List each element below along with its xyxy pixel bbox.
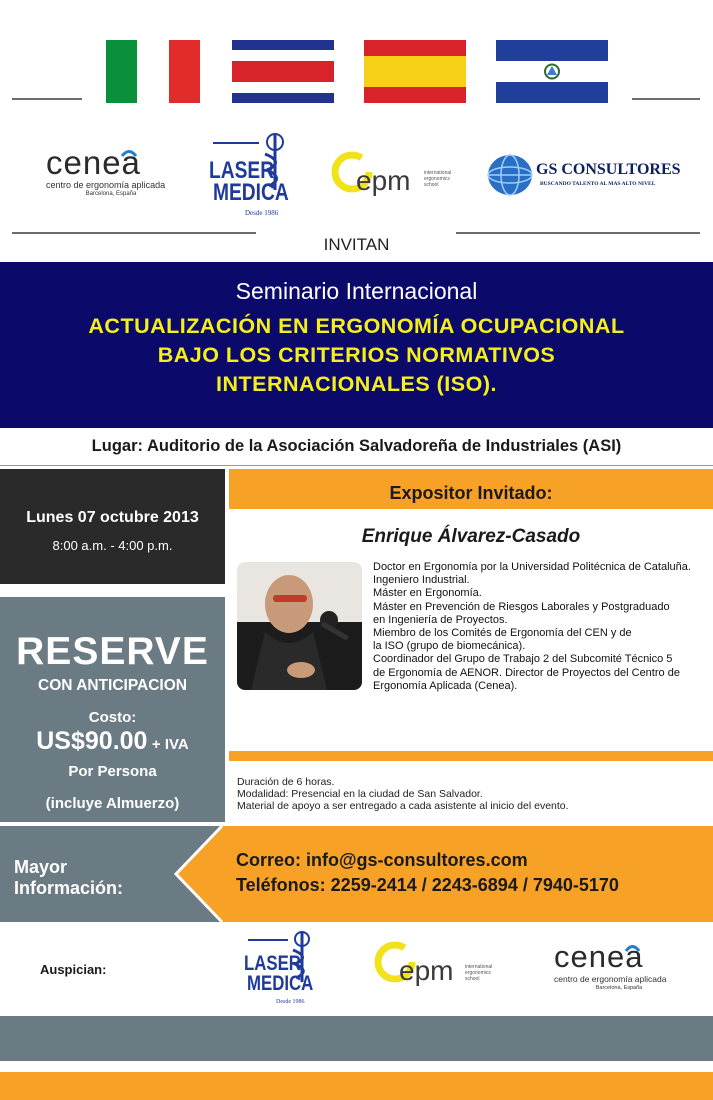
detail-line: Modalidad: Presencial en la ciudad de San Salvador. [237,788,483,800]
laser-line-icon [248,939,288,941]
detail-line: Material de apoyo a ser entregado a cada asistente al inicio del evento. [237,800,569,812]
cenea-location: Barcelona, España [595,985,643,991]
epm-sub [424,170,451,188]
expositor-name: Enrique Álvarez-Casado [361,526,581,547]
bio-line: Máster en Ergonomía. [373,587,482,600]
bio-line: Máster en Prevención de Riesgos Laborales y Postgraduado [373,600,670,613]
globe-icon [486,153,534,197]
logo-epm-bottom [373,940,503,990]
epm-sub2: ergonomics [424,176,450,182]
cenea-arc-icon [625,944,640,952]
per-person: Por Persona [68,763,157,780]
footer-orange-band [0,1072,713,1100]
epm-sub3: school [424,182,439,188]
bio-line: Coordinador del Grupo de Trabajo 2 del Subcomité Técnico 5 [373,653,673,666]
contact-phones: Teléfonos: 2259-2414 / 2243-6894 / 7940-5170 [236,875,619,895]
bio-line: la ISO (grupo de biomecánica). [373,640,526,653]
cenea-arc-icon [121,149,137,157]
bio-line: en Ingeniería de Proyectos. [373,613,508,626]
seminar-subtitle: Seminario Internacional [235,278,478,304]
info-label-line1: Mayor [14,857,68,877]
price-line [0,727,225,756]
info-label-line2: Información: [14,878,124,898]
seminar-title-line3: INTERNACIONALES (ISO). [216,372,497,396]
laser-word: LASER [244,952,301,975]
logo-laser-medica-bottom [242,930,322,1012]
logo-laser-medica-top [207,132,297,222]
expositor-header: Expositor Invitado: [389,483,553,503]
event-details [237,776,707,812]
info-label [14,857,123,899]
event-hours: 8:00 a.m. - 4:00 p.m. [52,538,173,553]
epm-sub3: school [465,976,480,982]
epm-sub [465,964,492,982]
cenea-wordmark: cenea [46,144,141,181]
logo-epm-top [330,150,470,200]
epm-wordmark: epm [356,165,411,196]
contact-email: Correo: info@gs-consultores.com [236,850,528,870]
epm-sub1: international [465,964,493,970]
auspician-label: Auspician: [40,962,107,977]
logo-cenea-bottom [554,940,684,995]
epm-wordmark: epm [399,955,454,986]
laser-since: Desde 1986 [276,999,305,1005]
reserve-subtitle: CON ANTICIPACION [38,677,187,694]
date-box [0,469,225,584]
laser-word: LASER [209,157,275,184]
cenea-subtitle: centro de ergonomía aplicada [554,974,667,984]
expositor-header-bar [229,469,713,509]
divider-invitan-left [12,232,256,234]
logo-cenea-top [46,145,176,205]
costo-label: Costo: [88,709,137,726]
reserve-box [0,597,225,822]
footer-gray-band [0,1016,713,1061]
bio-line: Doctor en Ergonomía por la Universidad Politécnica de Cataluña. [373,561,691,573]
price-value: US$90.00 [36,727,148,755]
divider-top-right [632,98,700,100]
flag-el-salvador [496,40,608,103]
bio-line: de Ergonomía de AENOR. Director de Proyectos del Centro de [373,666,680,679]
gs-tagline: BUSCANDO TALENTO AL MAS ALTO NIVEL [540,181,656,187]
divider-invitan-right [456,232,700,234]
flag-spain [364,40,466,103]
flag-italy [106,40,200,103]
detail-line: Duración de 6 horas. [237,776,335,788]
event-date: Lunes 07 octubre 2013 [26,509,199,526]
reserve-title: RESERVE [16,630,209,673]
lugar-text: Lugar: Auditorio de la Asociación Salvadoreña de Industriales (ASI) [91,437,622,455]
laser-line-icon [213,142,259,144]
seminar-banner [0,262,713,428]
cenea-location: Barcelona, España [85,191,137,197]
gs-name: GS CONSULTORES [536,161,681,178]
lunch-note: (incluye Almuerzo) [45,795,180,812]
bio-line: Ergonomía Aplicada (Cenea). [373,679,518,692]
epm-sub2: ergonomics [465,970,491,976]
seminar-title-line1: ACTUALIZACIÓN EN ERGONOMÍA OCUPACIONAL [88,314,625,338]
medica-word: MEDICA [247,972,314,995]
cenea-wordmark: cenea [554,939,644,974]
divider-top-left [12,98,82,100]
bio-line: Ingeniero Industrial. [373,574,470,587]
invitan-label: INVITAN [323,235,390,254]
speaker-photo [237,562,362,690]
seminar-title-line2: BAJO LOS CRITERIOS NORMATIVOS [157,343,556,367]
laser-since: Desde 1986 [245,209,279,217]
epm-sub1: international [424,170,452,176]
logo-gs-consultores [486,153,686,197]
speaker-bio [373,561,708,693]
bio-line: Miembro de los Comités de Ergonomía del CEN y de [373,627,632,640]
medica-word: MEDICA [213,179,289,206]
lugar-underline [0,465,713,466]
details-top-strip [229,751,713,761]
flag-costa-rica [232,40,334,103]
price-iva: + IVA [151,736,189,753]
cenea-subtitle: centro de ergonomía aplicada [46,180,166,190]
